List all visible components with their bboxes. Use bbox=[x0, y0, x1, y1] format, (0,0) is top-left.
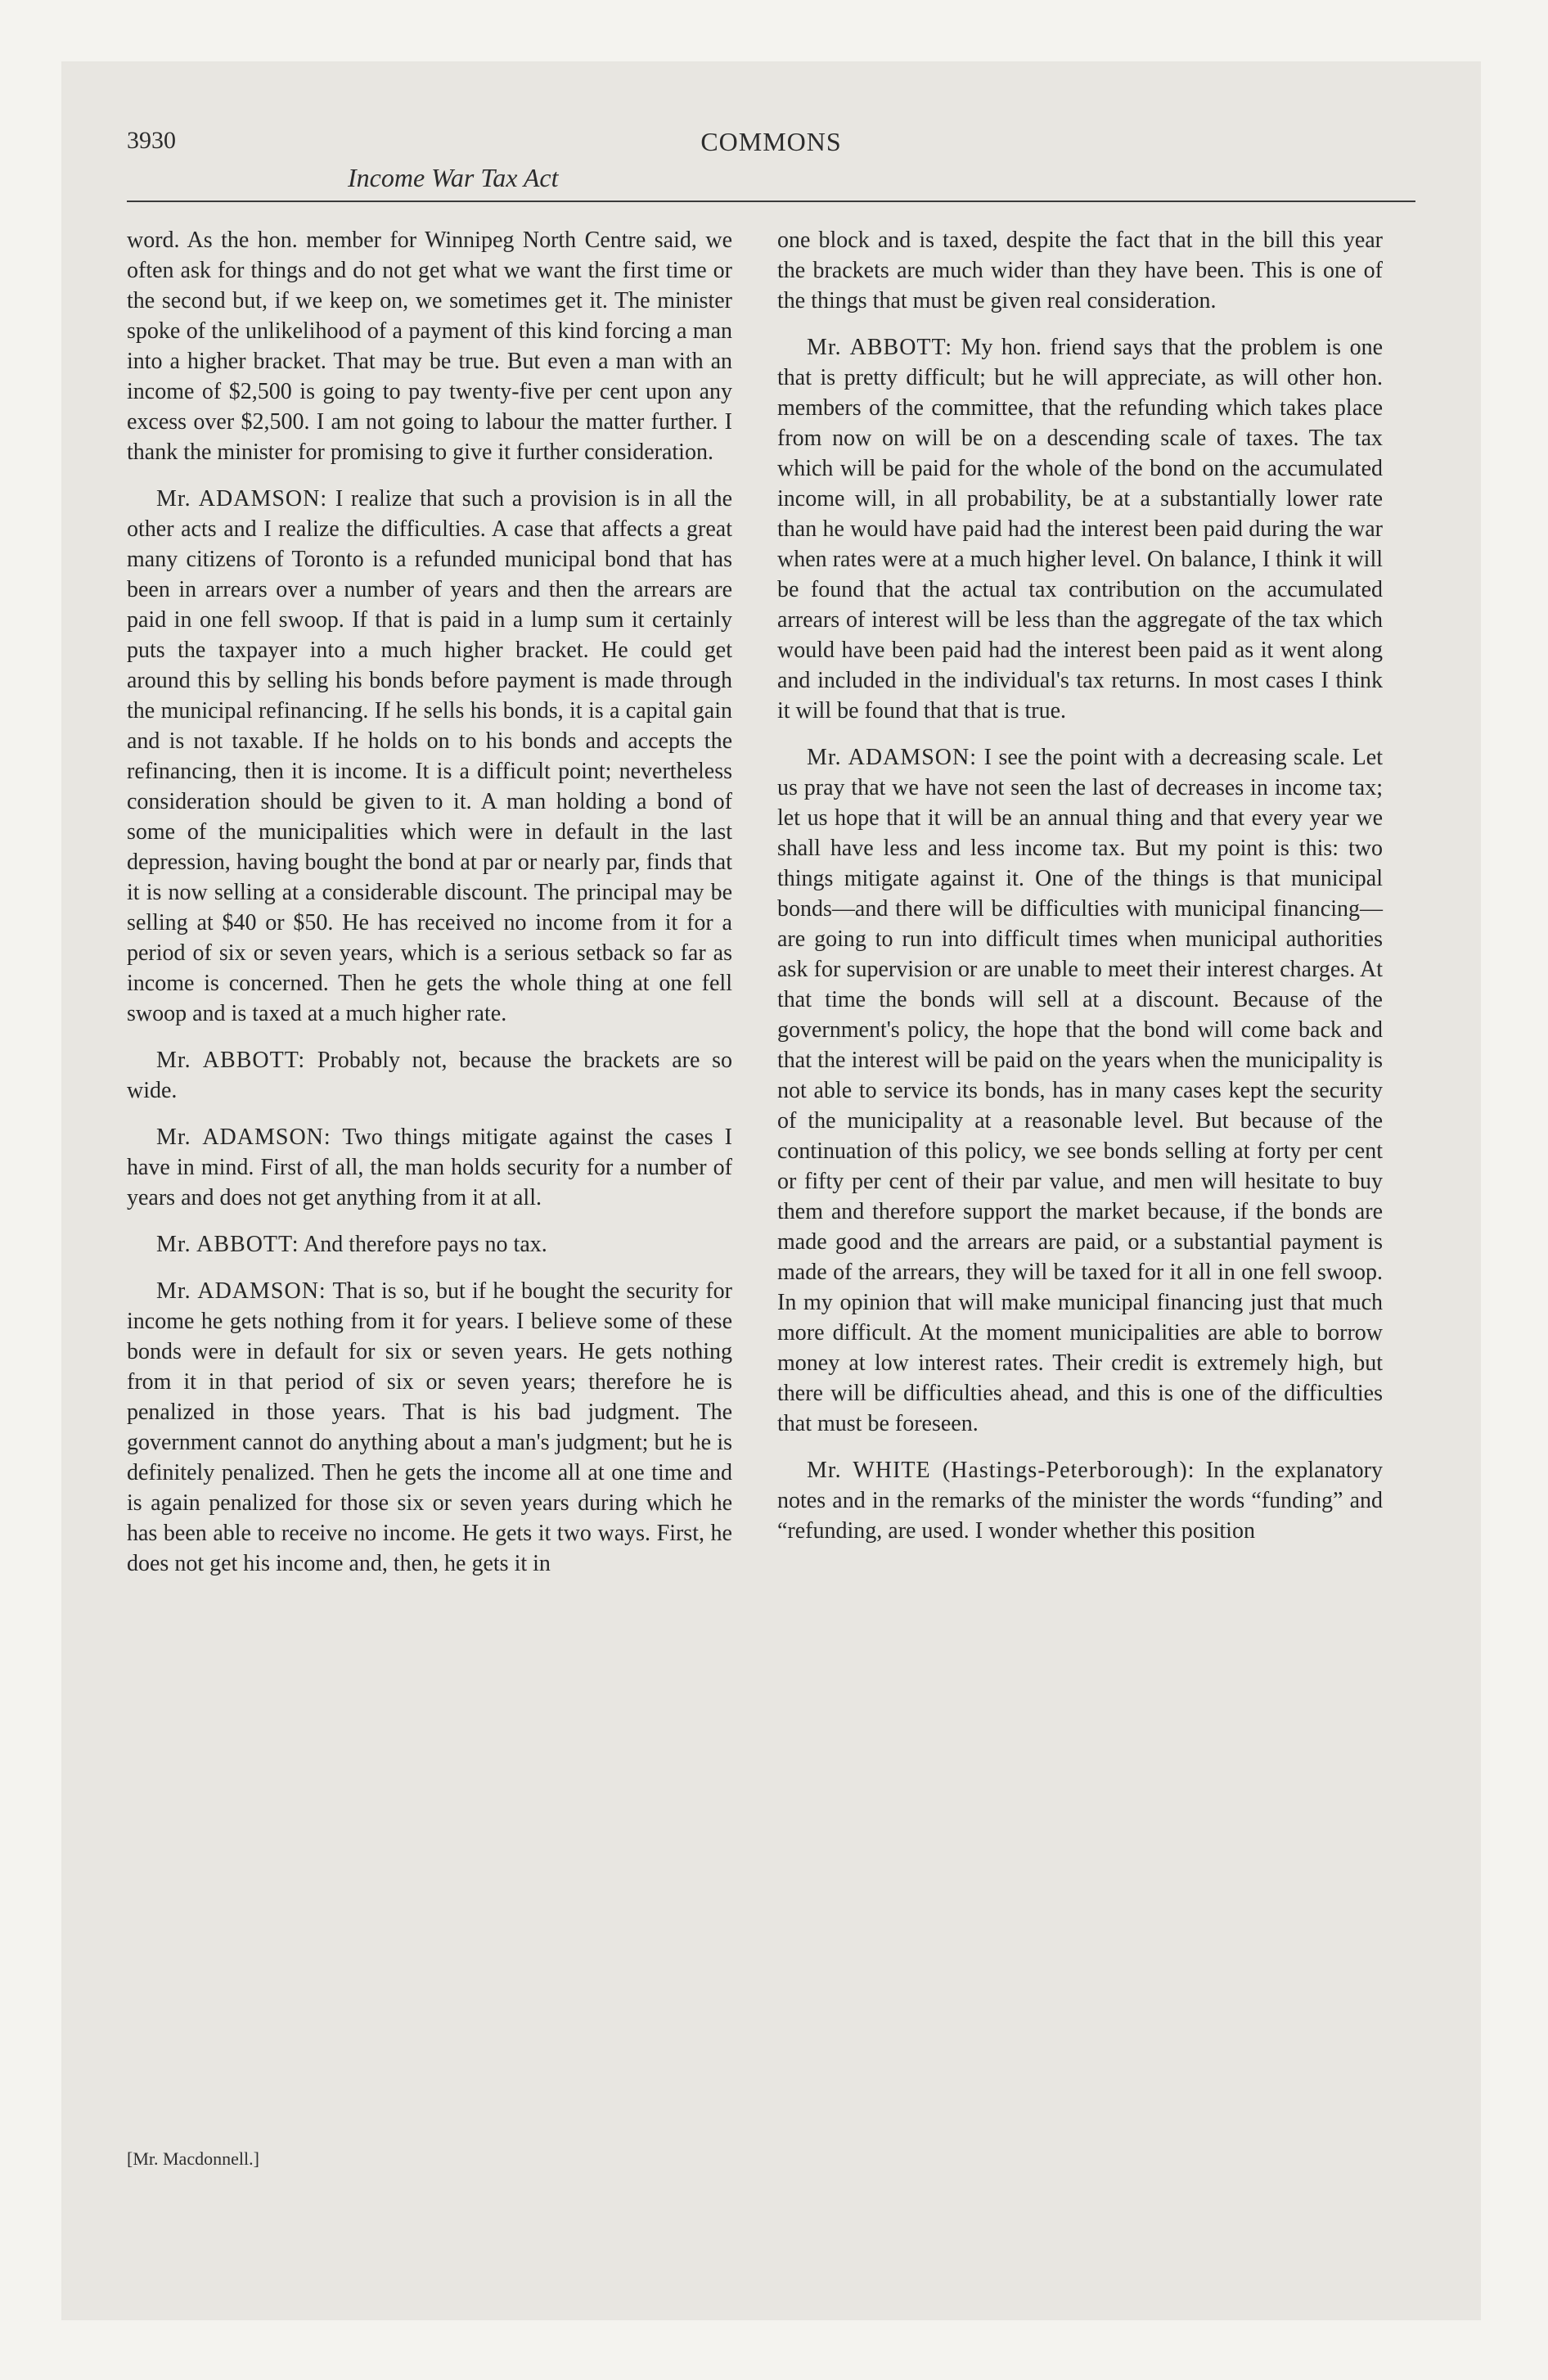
speaker-name: Mr. ABBOTT: bbox=[807, 335, 953, 360]
paragraph-text: word. As the hon. member for Winnipeg North Centre said, we often ask for things and do not get what we want the first time or the second but, if we keep on, we sometimes get it. The minister spoke of the unlikelihood of a payment of this kind forcing a man into a higher bracket. That may be true. But even a man with an income of $2,500 is going to pay twenty-five per cent upon any excess over $2,500. I am not going to labour the matter further. I thank the minister for promising to give it further consideration. bbox=[127, 228, 732, 465]
paragraph bbox=[127, 484, 732, 1029]
speaker-name: Mr. ADAMSON: bbox=[156, 1125, 331, 1150]
footer-note: [Mr. Macdonnell.] bbox=[127, 2148, 259, 2169]
paragraph-text: Two things mitigate against the cases I have in mind. First of all, the man holds security for a number of years and does not get anything from it at all. bbox=[127, 1125, 732, 1210]
paragraph bbox=[127, 1276, 732, 1579]
running-title: Income War Tax Act bbox=[348, 163, 559, 192]
paragraph-text: I see the point with a decreasing scale. Let us pray that we have not seen the last of decreases in income tax; let us hope that it will be an annual thing and that every year we shall have less and less income tax. But my point is this: two things mitigate against it. One of the things is that municipal bonds—and there will be difficulties with municipal financing—are going to run into difficult times when municipal authorities ask for supervision or are unable to meet their interest charges. At that time the bonds will sell at a discount. Because of the government's policy, the hope that the bond will come back and that the interest will be paid on the years when the municipality is not able to service its bonds, has in many cases kept the security of the municipality at a reasonable level. But because of the continuation of this policy, we see bonds selling at forty per cent or fifty per cent of their par value, and men will hesitate to buy them and therefore support the market because, if the bonds are made good and the arrears are paid, or a substantial payment is made of the arrears, they will be taxed for it all in one fell swoop. In my opinion that will make municipal financing just that much more difficult. At the moment municipalities are able to borrow money at low interest rates. Their credit is extremely high, but there will be difficulties ahead, and this is one of the difficulties that must be foreseen. bbox=[777, 745, 1383, 1436]
paragraph bbox=[127, 1045, 732, 1106]
paragraph-text: Probably not, because the brackets are so wide. bbox=[127, 1048, 733, 1103]
paragraph bbox=[127, 1122, 732, 1213]
speaker-name: Mr. ADAMSON: bbox=[156, 1278, 326, 1304]
paragraph bbox=[777, 742, 1383, 1439]
speaker-name: Mr. ABBOTT: bbox=[156, 1048, 306, 1073]
chamber-title: COMMONS bbox=[700, 127, 842, 156]
paragraph bbox=[777, 1455, 1383, 1546]
paragraph bbox=[777, 225, 1383, 316]
left-column bbox=[127, 225, 732, 1595]
paragraph-text: My hon. friend says that the problem is one that is pretty difficult; but he will appreciate, as will other hon. members of the committee, that the refunding which takes place from now on will be on a descending scale of taxes. The tax which will be paid for the whole of the bond on the accumulated income will, in all probability, be at a substantially lower rate than he would have paid had the interest been paid during the war when rates were at a much higher level. On balance, I think it will be found that the actual tax contribution on the accumulated arrears of interest will be less than the aggregate of the tax which would have been paid had the interest been paid as it went along and included in the individual's tax returns. In most cases I think it will be found that that is true. bbox=[777, 335, 1383, 723]
speaker-name: Mr. ABBOTT: bbox=[156, 1232, 299, 1257]
paragraph-text: That is so, but if he bought the security for income he gets nothing from it for years. I believe some of these bonds were in default for six or seven years. He gets nothing from it in that period of six or seven years; therefore he is penalized in those years. That is his bad judgment. The government cannot do anything about a man's judgment; but he is definitely penalized. Then he gets the income all at one time and is again penalized for those six or seven years during which he has been able to receive no income. He gets it two ways. First, he does not get his income and, then, he gets it in bbox=[127, 1278, 732, 1576]
header-rule bbox=[127, 201, 1415, 202]
paragraph-text: I realize that such a provision is in all the other acts and I realize the difficulties. A case that affects a great many citizens of Toronto is a refunded municipal bond that has been in arrears over a number of years and then the arrears are paid in one fell swoop. If that is paid in a lump sum it certainly puts the taxpayer into a much higher bracket. He could get around this by selling his bonds before payment is made through the municipal refinancing. If he sells his bonds, it is a capital gain and is not taxable. If he holds on to his bonds and accepts the refinancing, then it is income. It is a difficult point; nevertheless consideration should be given to it. A man holding a bond of some of the municipalities which were in default in the last depression, having bought the bond at par or nearly par, finds that it is now selling at a considerable discount. The principal may be selling at $40 or $50. He has received no income from it for a period of six or seven years, which is a serious setback so far as income is concerned. Then he gets the whole thing at one fell swoop and is taxed at a much higher rate. bbox=[127, 486, 733, 1026]
page-number: 3930 bbox=[127, 127, 176, 154]
speaker-name: Mr. WHITE (Hastings-Peterborough): bbox=[807, 1458, 1195, 1483]
paragraph bbox=[127, 1229, 732, 1260]
page bbox=[61, 61, 1481, 2320]
paragraph-text: one block and is taxed, despite the fact that in the bill this year the brackets are much wider than they have been. This is one of the things that must be given real consideration. bbox=[777, 228, 1383, 313]
paragraph-text: In the explanatory notes and in the remarks of the minister the words “funding” and “refunding, are used. I wonder whether this position bbox=[777, 1458, 1383, 1544]
paragraph-text: And therefore pays no tax. bbox=[299, 1232, 547, 1257]
speaker-name: Mr. ADAMSON: bbox=[156, 486, 328, 512]
speaker-name: Mr. ADAMSON: bbox=[807, 745, 978, 770]
paragraph bbox=[127, 225, 732, 467]
paragraph bbox=[777, 332, 1383, 726]
text-columns bbox=[127, 225, 1424, 2238]
right-column bbox=[777, 225, 1383, 1562]
